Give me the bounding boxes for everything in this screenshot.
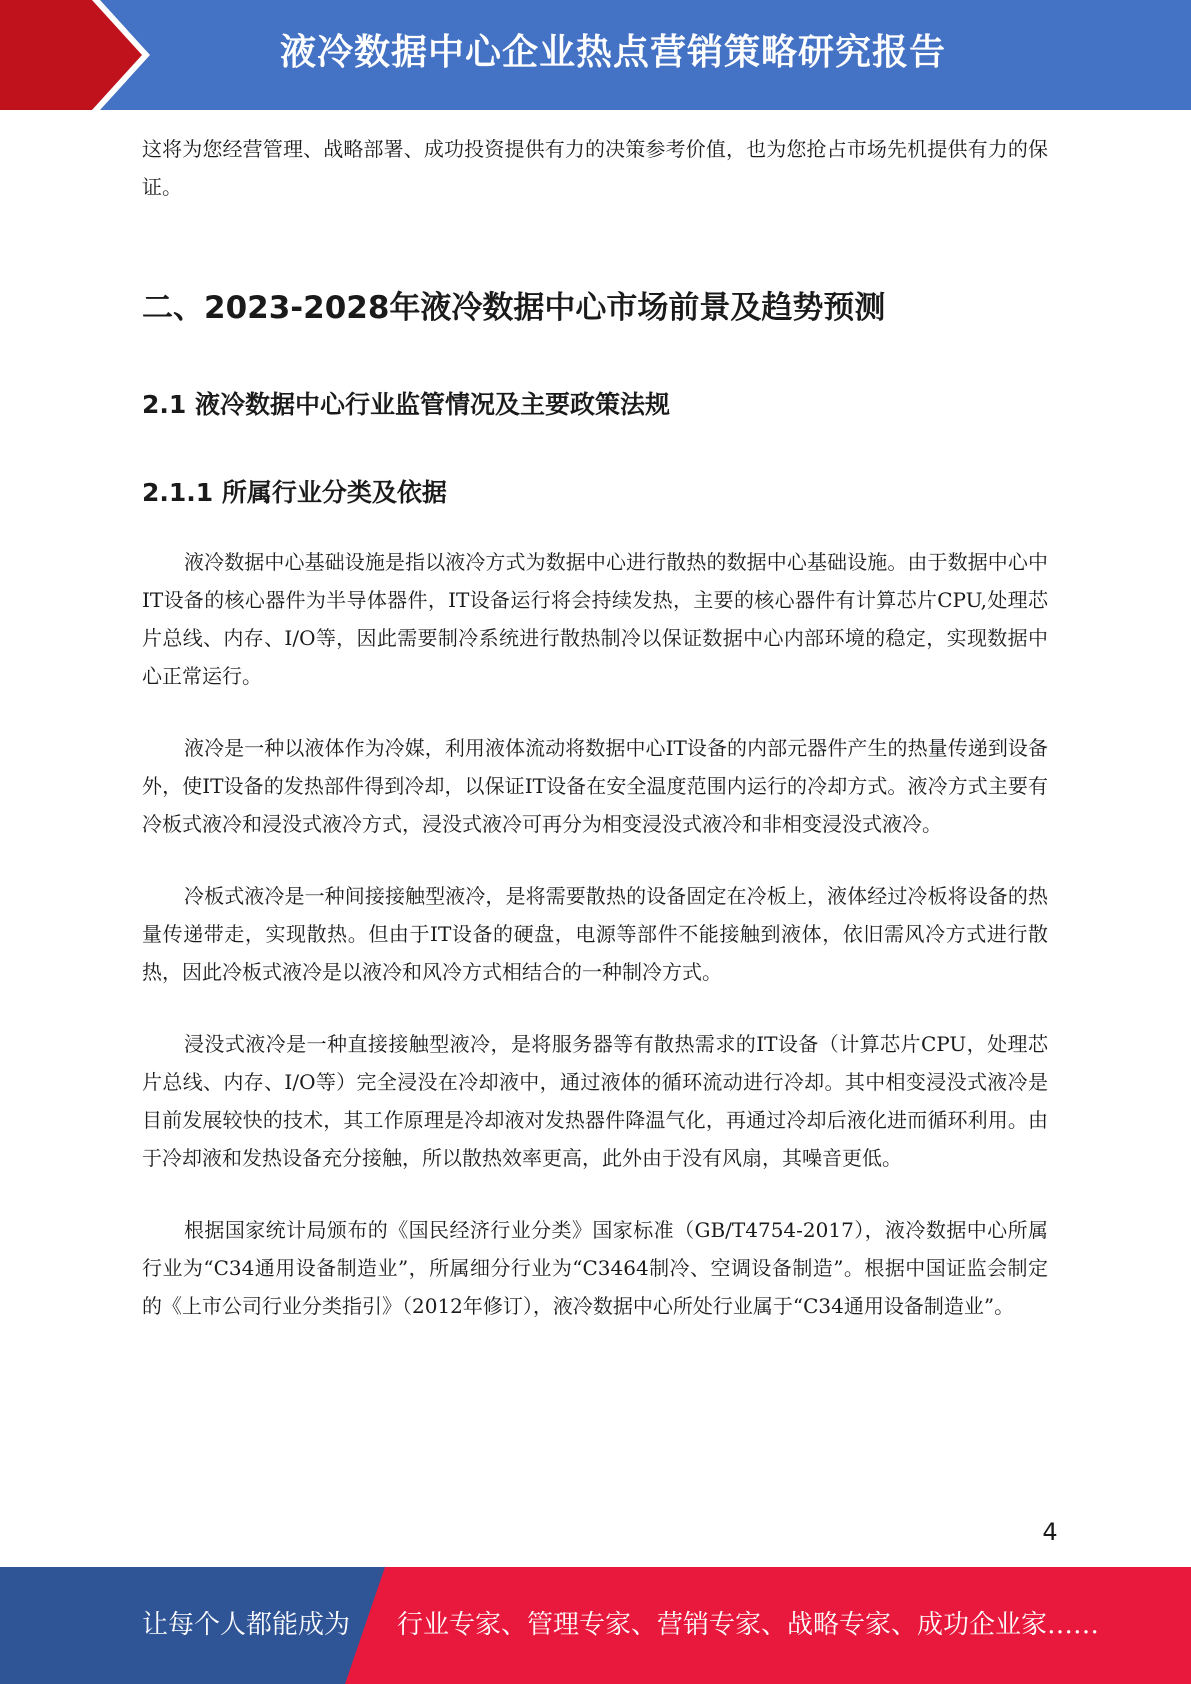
footer-slogan-left: 让每个人都能成为 <box>142 1610 351 1640</box>
page-footer <box>0 1567 1191 1684</box>
body-paragraph: 浸没式液冷是一种直接接触型液冷，是将服务器等有散热需求的IT设备（计算芯片CPU，处理芯片总线、内存、I/O等）完全浸没在冷却液中，通过液体的循环流动进行冷却。其中相变浸没式液冷是目前发展较快的技术，其工作原理是冷却液对发热器件降温气化，再通过冷却后液化进而循环利用。由于冷却液和发热设备充分接触，所以散热效率更高，此外由于没有风扇，其噪音更低。 <box>142 1032 1048 1170</box>
subsection-heading: 2.1 液冷数据中心行业监管情况及主要政策法规 <box>142 390 670 419</box>
body-paragraph: 液冷数据中心基础设施是指以液冷方式为数据中心进行散热的数据中心基础设施。由于数据中心中IT设备的核心器件为半导体器件，IT设备运行将会持续发热，主要的核心器件有计算芯片CPU,处理芯片总线、内存、I/O等，因此需要制冷系统进行散热制冷以保证数据中心内部环境的稳定，实现数据中心正常运行。 <box>142 550 1048 688</box>
footer-slogan-right: 行业专家、管理专家、营销专家、战略专家、成功企业家…… <box>397 1610 1100 1640</box>
body-paragraph: 冷板式液冷是一种间接接触型液冷，是将需要散热的设备固定在冷板上，液体经过冷板将设备的热量传递带走，实现散热。但由于IT设备的硬盘，电源等部件不能接触到液体，依旧需风冷方式进行散热，因此冷板式液冷是以液冷和风冷方式相结合的一种制冷方式。 <box>142 884 1048 984</box>
page-header <box>0 0 1191 110</box>
report-title: 液冷数据中心企业热点营销策略研究报告 <box>280 32 947 73</box>
body-paragraph: 根据国家统计局颁布的《国民经济行业分类》国家标准（GB/T4754-2017），液冷数据中心所属行业为“C34通用设备制造业”，所属细分行业为“C3464制冷、空调设备制造”。根据中国证监会制定的《上市公司行业分类指引》（2012年修订），液冷数据中心所处行业属于“C34通用设备制造业”。 <box>142 1218 1048 1318</box>
subsubsection-heading: 2.1.1 所属行业分类及依据 <box>142 478 447 507</box>
page-number: 4 <box>1042 1518 1058 1546</box>
header-red-arrow <box>0 0 150 110</box>
page-content <box>142 130 1048 1325</box>
intro-paragraph: 这将为您经营管理、战略部署、成功投资提供有力的决策参考价值，也为您抢占市场先机提供有力的保证。 <box>142 137 1048 199</box>
body-paragraph: 液冷是一种以液体作为冷媒，利用液体流动将数据中心IT设备的内部元器件产生的热量传递到设备外，使IT设备的发热部件得到冷却，以保证IT设备在安全温度范围内运行的冷却方式。液冷方式主要有冷板式液冷和浸没式液冷方式，浸没式液冷可再分为相变浸没式液冷和非相变浸没式液冷。 <box>142 736 1048 836</box>
section-heading: 二、2023-2028年液冷数据中心市场前景及趋势预测 <box>142 290 886 326</box>
